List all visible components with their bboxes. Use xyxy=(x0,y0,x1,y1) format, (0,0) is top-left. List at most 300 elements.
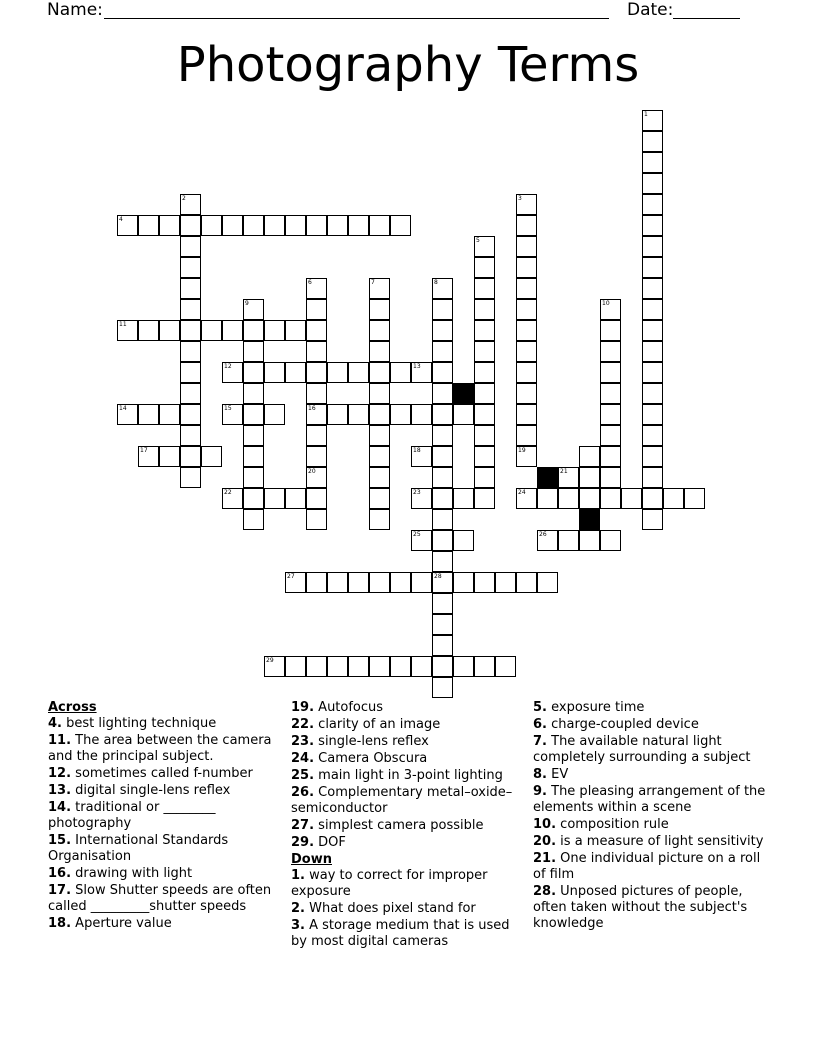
across-clue xyxy=(291,751,527,767)
grid-cell[interactable] xyxy=(306,362,327,383)
grid-cell[interactable] xyxy=(180,278,201,299)
grid-cell[interactable] xyxy=(411,656,432,677)
grid-cell[interactable] xyxy=(306,341,327,362)
clue-text: What does pixel stand for xyxy=(309,901,476,916)
clue-text: DOF xyxy=(318,835,346,850)
grid-cell[interactable] xyxy=(579,488,600,509)
grid-cell[interactable] xyxy=(369,299,390,320)
clue-text: main light in 3-point lighting xyxy=(318,768,503,783)
grid-cell[interactable] xyxy=(432,320,453,341)
down-clue xyxy=(533,817,773,833)
grid-cell[interactable] xyxy=(327,362,348,383)
grid-cell[interactable] xyxy=(201,446,222,467)
grid-cell[interactable] xyxy=(432,488,453,509)
grid-cell[interactable] xyxy=(474,320,495,341)
grid-cell[interactable] xyxy=(558,530,579,551)
grid-cell[interactable] xyxy=(117,404,138,425)
grid-cell[interactable] xyxy=(201,215,222,236)
grid-cell[interactable] xyxy=(621,488,642,509)
down-clue xyxy=(533,767,773,783)
grid-cell[interactable] xyxy=(600,467,621,488)
clue-text: Autofocus xyxy=(318,700,384,715)
grid-cell[interactable] xyxy=(432,404,453,425)
grid-cell[interactable] xyxy=(243,383,264,404)
clue-number: 18 xyxy=(413,447,421,454)
grid-cell[interactable] xyxy=(411,362,432,383)
clues-column-3 xyxy=(533,700,773,933)
grid-cell[interactable] xyxy=(432,635,453,656)
grid-cell[interactable] xyxy=(180,215,201,236)
clue-number-label: 25. xyxy=(291,768,315,783)
grid-cell[interactable] xyxy=(432,614,453,635)
clue-number-label: 29. xyxy=(291,835,315,850)
grid-cell[interactable] xyxy=(285,362,306,383)
clue-text: exposure time xyxy=(551,700,645,715)
grid-cell[interactable] xyxy=(453,656,474,677)
across-clue xyxy=(48,733,288,765)
grid-cell[interactable] xyxy=(243,488,264,509)
grid-cell[interactable] xyxy=(516,404,537,425)
grid-cell[interactable] xyxy=(285,320,306,341)
grid-cell[interactable] xyxy=(432,425,453,446)
grid-cell[interactable] xyxy=(390,362,411,383)
grid-cell[interactable] xyxy=(306,488,327,509)
grid-cell[interactable] xyxy=(306,299,327,320)
clue-number-label: 9. xyxy=(533,784,547,799)
clue-number-label: 24. xyxy=(291,751,315,766)
clue-text: drawing with light xyxy=(75,866,193,881)
grid-cell[interactable] xyxy=(327,572,348,593)
grid-cell[interactable] xyxy=(516,488,537,509)
grid-cell[interactable] xyxy=(642,257,663,278)
across-clue xyxy=(48,783,288,799)
grid-cell[interactable] xyxy=(432,362,453,383)
grid-cell[interactable] xyxy=(474,341,495,362)
across-clue xyxy=(48,833,288,865)
grid-cell[interactable] xyxy=(642,299,663,320)
grid-cell[interactable] xyxy=(348,362,369,383)
across-clue xyxy=(48,866,288,882)
grid-cell[interactable] xyxy=(306,656,327,677)
down-clue xyxy=(533,884,773,932)
clue-number-label: 3. xyxy=(291,918,305,933)
grid-cell[interactable] xyxy=(474,467,495,488)
grid-cell[interactable] xyxy=(474,425,495,446)
grid-cell[interactable] xyxy=(516,215,537,236)
grid-cell[interactable] xyxy=(516,299,537,320)
grid-cell[interactable] xyxy=(432,593,453,614)
grid-cell[interactable] xyxy=(243,341,264,362)
grid-cell[interactable] xyxy=(369,446,390,467)
clue-number-label: 4. xyxy=(48,716,62,731)
grid-cell[interactable] xyxy=(306,446,327,467)
grid-cell[interactable] xyxy=(243,404,264,425)
grid-cell[interactable] xyxy=(180,299,201,320)
section-heading: Down xyxy=(291,852,332,867)
grid-cell[interactable] xyxy=(369,509,390,530)
grid-cell[interactable] xyxy=(642,131,663,152)
grid-cell[interactable] xyxy=(432,572,453,593)
grid-cell[interactable] xyxy=(369,404,390,425)
grid-cell[interactable] xyxy=(411,404,432,425)
grid-cell[interactable] xyxy=(327,404,348,425)
clue-number-label: 16. xyxy=(48,866,72,881)
clue-number: 16 xyxy=(308,405,316,412)
grid-cell[interactable] xyxy=(390,215,411,236)
grid-cell[interactable] xyxy=(516,341,537,362)
clue-number-label: 10. xyxy=(533,817,557,832)
grid-cell[interactable] xyxy=(474,404,495,425)
grid-cell[interactable] xyxy=(516,446,537,467)
grid-cell[interactable] xyxy=(390,404,411,425)
grid-cell[interactable] xyxy=(243,299,264,320)
grid-cell[interactable] xyxy=(642,215,663,236)
clue-text: The area between the camera and the principal subject. xyxy=(48,733,272,764)
across-clue xyxy=(48,716,288,732)
grid-cell[interactable] xyxy=(285,656,306,677)
section-heading: Across xyxy=(48,700,97,715)
grid-cell[interactable] xyxy=(264,404,285,425)
grid-cell[interactable] xyxy=(474,278,495,299)
clue-number: 24 xyxy=(518,489,526,496)
grid-cell[interactable] xyxy=(474,236,495,257)
clue-number-label: 14. xyxy=(48,800,72,815)
grid-cell[interactable] xyxy=(222,488,243,509)
grid-cell[interactable] xyxy=(264,320,285,341)
clue-text: charge-coupled device xyxy=(551,717,699,732)
clue-number: 3 xyxy=(518,195,522,202)
down-clue xyxy=(533,851,773,883)
grid-cell[interactable] xyxy=(642,467,663,488)
clue-number: 23 xyxy=(413,489,421,496)
grid-cell[interactable] xyxy=(369,215,390,236)
clue-number-label: 26. xyxy=(291,785,315,800)
grid-cell[interactable] xyxy=(348,404,369,425)
grid-cell[interactable] xyxy=(600,530,621,551)
grid-cell[interactable] xyxy=(432,656,453,677)
grid-cell[interactable] xyxy=(306,215,327,236)
grid-cell[interactable] xyxy=(600,404,621,425)
grid-cell[interactable] xyxy=(474,362,495,383)
grid-cell[interactable] xyxy=(285,488,306,509)
name-label: Name: xyxy=(47,0,103,20)
clue-number: 26 xyxy=(539,531,547,538)
grid-cell[interactable] xyxy=(432,341,453,362)
grid-cell[interactable] xyxy=(243,362,264,383)
grid-cell[interactable] xyxy=(516,194,537,215)
grid-cell[interactable] xyxy=(600,341,621,362)
clue-text: digital single-lens reflex xyxy=(75,783,231,798)
grid-cell[interactable] xyxy=(411,446,432,467)
grid-cell[interactable] xyxy=(159,446,180,467)
clue-number-label: 12. xyxy=(48,766,72,781)
grid-cell[interactable] xyxy=(306,278,327,299)
grid-cell[interactable] xyxy=(243,467,264,488)
grid-cell[interactable] xyxy=(180,425,201,446)
grid-cell[interactable] xyxy=(117,215,138,236)
grid-cell[interactable] xyxy=(432,530,453,551)
clue-number-label: 28. xyxy=(533,884,557,899)
grid-cell[interactable] xyxy=(180,404,201,425)
grid-cell[interactable] xyxy=(432,467,453,488)
grid-cell[interactable] xyxy=(306,383,327,404)
grid-cell[interactable] xyxy=(537,530,558,551)
grid-cell[interactable] xyxy=(243,446,264,467)
grid-cell[interactable] xyxy=(180,467,201,488)
grid-cell[interactable] xyxy=(306,425,327,446)
clue-number-label: 15. xyxy=(48,833,72,848)
grid-cell[interactable] xyxy=(159,404,180,425)
black-square xyxy=(537,467,558,488)
grid-cell[interactable] xyxy=(327,215,348,236)
clue-number-label: 8. xyxy=(533,767,547,782)
grid-cell[interactable] xyxy=(327,656,348,677)
clue-text: simplest camera possible xyxy=(318,818,484,833)
down-clue xyxy=(533,700,773,716)
grid-cell[interactable] xyxy=(117,320,138,341)
grid-cell[interactable] xyxy=(600,425,621,446)
clue-number: 2 xyxy=(182,195,186,202)
clue-number: 1 xyxy=(644,111,648,118)
grid-cell[interactable] xyxy=(180,320,201,341)
grid-cell[interactable] xyxy=(159,320,180,341)
grid-cell[interactable] xyxy=(180,194,201,215)
clue-text: Complementary metal–oxide–semiconductor xyxy=(291,785,513,816)
grid-cell[interactable] xyxy=(369,488,390,509)
clue-text: single-lens reflex xyxy=(318,734,429,749)
grid-cell[interactable] xyxy=(180,257,201,278)
grid-cell[interactable] xyxy=(243,320,264,341)
grid-cell[interactable] xyxy=(411,530,432,551)
grid-cell[interactable] xyxy=(642,236,663,257)
across-clue xyxy=(291,818,527,834)
date-label: Date: xyxy=(627,0,674,20)
grid-cell[interactable] xyxy=(138,215,159,236)
grid-cell[interactable] xyxy=(390,656,411,677)
clue-number: 12 xyxy=(224,363,232,370)
grid-cell[interactable] xyxy=(642,194,663,215)
grid-cell[interactable] xyxy=(411,572,432,593)
grid-cell[interactable] xyxy=(264,656,285,677)
grid-cell[interactable] xyxy=(306,404,327,425)
grid-cell[interactable] xyxy=(180,362,201,383)
grid-cell[interactable] xyxy=(474,446,495,467)
clue-number: 27 xyxy=(287,573,295,580)
clue-number: 8 xyxy=(434,279,438,286)
grid-cell[interactable] xyxy=(159,215,180,236)
grid-cell[interactable] xyxy=(579,530,600,551)
grid-cell[interactable] xyxy=(642,509,663,530)
grid-cell[interactable] xyxy=(264,362,285,383)
page-title: Photography Terms xyxy=(176,37,640,93)
across-clue xyxy=(291,768,527,784)
grid-cell[interactable] xyxy=(138,404,159,425)
grid-cell[interactable] xyxy=(369,467,390,488)
clue-number: 14 xyxy=(119,405,127,412)
grid-cell[interactable] xyxy=(642,488,663,509)
clue-number: 15 xyxy=(224,405,232,412)
grid-cell[interactable] xyxy=(474,383,495,404)
grid-cell[interactable] xyxy=(474,488,495,509)
grid-cell[interactable] xyxy=(516,236,537,257)
grid-cell[interactable] xyxy=(306,509,327,530)
grid-cell[interactable] xyxy=(537,488,558,509)
grid-cell[interactable] xyxy=(432,278,453,299)
grid-cell[interactable] xyxy=(222,404,243,425)
clue-number: 10 xyxy=(602,300,610,307)
grid-cell[interactable] xyxy=(348,215,369,236)
grid-cell[interactable] xyxy=(516,320,537,341)
grid-cell[interactable] xyxy=(600,362,621,383)
clue-number: 20 xyxy=(308,468,316,475)
grid-cell[interactable] xyxy=(642,383,663,404)
grid-cell[interactable] xyxy=(453,530,474,551)
grid-cell[interactable] xyxy=(369,572,390,593)
clue-number: 5 xyxy=(476,237,480,244)
grid-cell[interactable] xyxy=(516,425,537,446)
grid-cell[interactable] xyxy=(600,299,621,320)
across-clue xyxy=(48,916,288,932)
clue-text: Slow Shutter speeds are often called _________shutter speeds xyxy=(48,883,272,914)
grid-cell[interactable] xyxy=(558,467,579,488)
grid-cell[interactable] xyxy=(201,320,222,341)
grid-cell[interactable] xyxy=(369,341,390,362)
clue-text: The available natural light completely surrounding a subject xyxy=(533,734,751,765)
clue-number: 21 xyxy=(560,468,568,475)
clues-column-1 xyxy=(48,700,288,933)
grid-cell[interactable] xyxy=(453,572,474,593)
grid-cell[interactable] xyxy=(558,488,579,509)
grid-cell[interactable] xyxy=(579,467,600,488)
clue-number: 17 xyxy=(140,447,148,454)
grid-cell[interactable] xyxy=(222,215,243,236)
grid-cell[interactable] xyxy=(600,488,621,509)
grid-cell[interactable] xyxy=(180,236,201,257)
down-clue xyxy=(291,901,527,917)
grid-cell[interactable] xyxy=(180,341,201,362)
clue-number-label: 20. xyxy=(533,834,557,849)
clue-text: Camera Obscura xyxy=(318,751,428,766)
clue-number: 13 xyxy=(413,363,421,370)
grid-cell[interactable] xyxy=(390,572,411,593)
grid-cell[interactable] xyxy=(579,446,600,467)
grid-cell[interactable] xyxy=(642,362,663,383)
grid-cell[interactable] xyxy=(516,278,537,299)
grid-cell[interactable] xyxy=(600,446,621,467)
clue-text: way to correct for improper exposure xyxy=(291,868,488,899)
grid-cell[interactable] xyxy=(495,656,516,677)
grid-cell[interactable] xyxy=(432,677,453,698)
grid-cell[interactable] xyxy=(642,404,663,425)
clue-number-label: 6. xyxy=(533,717,547,732)
grid-cell[interactable] xyxy=(642,110,663,131)
grid-cell[interactable] xyxy=(474,257,495,278)
clue-number-label: 11. xyxy=(48,733,72,748)
grid-cell[interactable] xyxy=(642,152,663,173)
grid-cell[interactable] xyxy=(285,572,306,593)
grid-cell[interactable] xyxy=(138,446,159,467)
grid-cell[interactable] xyxy=(264,215,285,236)
grid-cell[interactable] xyxy=(369,278,390,299)
clue-number-label: 18. xyxy=(48,916,72,931)
grid-cell[interactable] xyxy=(432,446,453,467)
grid-cell[interactable] xyxy=(369,362,390,383)
down-clue xyxy=(291,868,527,900)
grid-cell[interactable] xyxy=(243,509,264,530)
across-clue xyxy=(48,883,288,915)
grid-cell[interactable] xyxy=(306,572,327,593)
grid-cell[interactable] xyxy=(642,278,663,299)
clue-number: 11 xyxy=(119,321,127,328)
grid-cell[interactable] xyxy=(642,425,663,446)
grid-cell[interactable] xyxy=(432,299,453,320)
grid-cell[interactable] xyxy=(369,383,390,404)
across-clue xyxy=(48,766,288,782)
grid-cell[interactable] xyxy=(348,656,369,677)
grid-cell[interactable] xyxy=(369,425,390,446)
grid-cell[interactable] xyxy=(285,215,306,236)
grid-cell[interactable] xyxy=(306,467,327,488)
grid-cell[interactable] xyxy=(642,320,663,341)
grid-cell[interactable] xyxy=(600,383,621,404)
clue-text: traditional or ________ photography xyxy=(48,800,216,831)
grid-cell[interactable] xyxy=(222,320,243,341)
grid-cell[interactable] xyxy=(495,572,516,593)
grid-cell[interactable] xyxy=(369,320,390,341)
clue-text: The pleasing arrangement of the elements within a scene xyxy=(533,784,766,815)
grid-cell[interactable] xyxy=(348,572,369,593)
grid-cell[interactable] xyxy=(264,488,285,509)
clue-number-label: 23. xyxy=(291,734,315,749)
grid-cell[interactable] xyxy=(642,173,663,194)
grid-cell[interactable] xyxy=(243,215,264,236)
clues-column-2 xyxy=(291,700,527,951)
grid-cell[interactable] xyxy=(642,341,663,362)
grid-cell[interactable] xyxy=(411,488,432,509)
grid-cell[interactable] xyxy=(474,656,495,677)
grid-cell[interactable] xyxy=(684,488,705,509)
clue-text: Aperture value xyxy=(75,916,172,931)
grid-cell[interactable] xyxy=(222,362,243,383)
grid-cell[interactable] xyxy=(432,383,453,404)
across-clue xyxy=(291,785,527,817)
clue-number-label: 1. xyxy=(291,868,305,883)
grid-cell[interactable] xyxy=(369,656,390,677)
grid-cell[interactable] xyxy=(180,383,201,404)
down-clue xyxy=(533,784,773,816)
grid-cell[interactable] xyxy=(453,488,474,509)
grid-cell[interactable] xyxy=(243,425,264,446)
grid-cell[interactable] xyxy=(474,299,495,320)
grid-cell[interactable] xyxy=(453,404,474,425)
grid-cell[interactable] xyxy=(516,362,537,383)
grid-cell[interactable] xyxy=(180,446,201,467)
grid-cell[interactable] xyxy=(516,383,537,404)
clue-number: 25 xyxy=(413,531,421,538)
grid-cell[interactable] xyxy=(306,320,327,341)
grid-cell[interactable] xyxy=(516,257,537,278)
grid-cell[interactable] xyxy=(663,488,684,509)
grid-cell[interactable] xyxy=(600,320,621,341)
grid-cell[interactable] xyxy=(537,572,558,593)
grid-cell[interactable] xyxy=(432,551,453,572)
grid-cell[interactable] xyxy=(138,320,159,341)
grid-cell[interactable] xyxy=(516,572,537,593)
grid-cell[interactable] xyxy=(432,509,453,530)
grid-cell[interactable] xyxy=(474,572,495,593)
clue-text: composition rule xyxy=(560,817,669,832)
grid-cell[interactable] xyxy=(642,446,663,467)
